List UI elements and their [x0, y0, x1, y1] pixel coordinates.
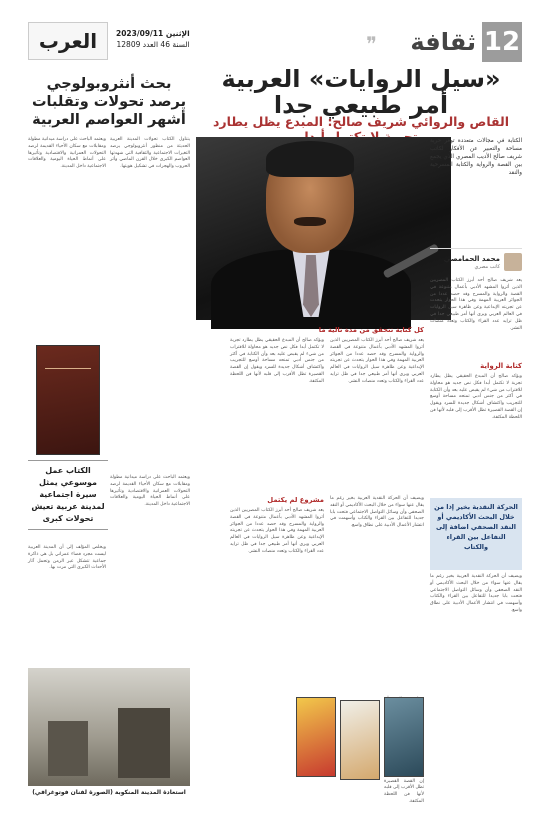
- city-ruins-photo: [28, 668, 190, 786]
- author-byline: [430, 248, 522, 274]
- masthead: [28, 22, 522, 62]
- body-column-right-2: ويؤكد صالح أن المبدع الحقيقي يظل يطارد تجربة لا تكتمل أبدا فكل نص جديد هو محاولة للاقتراب من شيء لم يقبض عليه بعد وأن الكتابة في أكثر من جنس أدبي تمنحه مساحة أوسع للتجريب واكتشاف أشكال جديدة للسرد ويقول إن القصة القصيرة تظل الأقرب إلى قلبه لأنها فن اللحظة المكثفة.: [430, 374, 522, 420]
- author-photo: [196, 137, 451, 320]
- main-subhead: القاص والروائي شريف صالح: المبدع يظل يطارد: [212, 114, 510, 129]
- book-cover-main: [36, 345, 100, 455]
- left-body-column-2: ويعتمد الباحث على دراسة ميدانية مطولة ومقابلات مع سكان الأحياء القديمة لرصد التحولات العمرانية والاقتصادية وتأثيرها على أنماط الحياة اليومية والعلاقات الاجتماعية داخل المدينة.: [28, 137, 106, 170]
- book-cover-1: [296, 697, 336, 777]
- dateline: [116, 28, 190, 50]
- mid-heading-1: كل كتابة تتحقق من مدة تالية ما: [318, 326, 424, 334]
- mid-heading-2: مشروع لم يكتمل: [267, 496, 324, 504]
- section-title: ثقافة: [410, 28, 476, 56]
- book-cover-2: [340, 700, 380, 780]
- date-text: الإثنين 2023/09/11: [116, 29, 190, 38]
- main-headline: «سيل الروايات» العربية أمر طبيعي جدا: [221, 65, 501, 120]
- left-body-column-4: ويعتمد الباحث على دراسة ميدانية مطولة ومقابلات مع سكان الأحياء القديمة لرصد التحولات العمرانية والاقتصادية وتأثيرها على أنماط الحياة اليومية والعلاقات الاجتماعية داخل المدينة.: [110, 475, 190, 508]
- author-role: كاتب مصري: [474, 264, 500, 270]
- pull-quote: الكتاب عمل موسوعي يمثل سيرة اجتماعية لمدينة عربية تعيش تحولات كبرى: [28, 460, 108, 530]
- author-name: محمد الحمامصي: [443, 255, 500, 263]
- body-column-mid-5: إن القصة القصيرة تظل الأقرب إلى قلبه لأنها فن اللحظة المكثفة.: [384, 778, 424, 804]
- photo-caption: استعادة المدينة المنكوبة (الصورة لفنان فوتوغرافي): [32, 789, 186, 796]
- body-column-right-3: ويضيف أن الحركة النقدية العربية بخير رغم ما يقال عنها سواء من خلال البحث الأكاديمي أو النقد الصحفي وأن وسائل التواصل الاجتماعي فتحت بابا جديدا للتفاعل بين القراء والكتاب وأسهمت في انتشار الأعمال الأدبية على نطاق واسع.: [430, 574, 522, 613]
- avatar: [504, 253, 522, 271]
- left-body-column-1: يتناول الكتاب تحولات المدينة العربية الحديثة من منظور أنثروبولوجي يرصد التغيرات الاجتماعية والثقافية التي شهدتها العواصم الكبرى خلال القرن الماضي وأثر الحروب والهجرات في تشكيل هويتها.: [110, 137, 190, 170]
- newspaper-logo: العرب: [28, 22, 108, 60]
- callout-box: الحركة النقدية بخير إذا من خلال البحث الأكاديمي أو النقد الصحفي اضافة إلى التفاعل بين القراء والكتاب: [430, 498, 522, 570]
- issue-text: السنة 46 العدد 12809: [116, 40, 190, 49]
- page-number: 12: [482, 22, 522, 62]
- left-body-column-3: ويخلص المؤلف إلى أن المدينة العربية ليست مجرد فضاء عمراني بل هي ذاكرة جماعية تتشكل عبر الزمن وتحمل آثار الأحداث الكبرى التي مرت بها.: [28, 545, 106, 571]
- body-column-mid-1: يعد شريف صالح أحد أبرز الكتاب المصريين الذين أثروا المشهد الأدبي بأعمال متنوعة في القصة والرواية والمسرح وقد حصد عددا من الجوائز العربية المهمة وفي هذا الحوار يتحدث عن تجربته الإبداعية وعن ظاهرة سيل الروايات في العالم العربي ويرى أنها أمر طبيعي جدا في ظل تزايد عدد القراء والكتاب وتعدد منصات النشر.: [330, 338, 424, 384]
- body-column-mid-2: ويؤكد صالح أن المبدع الحقيقي يظل يطارد تجربة لا تكتمل أبدا فكل نص جديد هو محاولة للاقتراب من شيء لم يقبض عليه بعد وأن الكتابة في أكثر من جنس أدبي تمنحه مساحة أوسع للتجريب واكتشاف أشكال جديدة للسرد ويقول إن القصة القصيرة تظل الأقرب إلى قلبه لأنها فن اللحظة المكثفة.: [230, 338, 324, 384]
- left-story-title: بحث أنثروبولوجي يرصد تحولات وتقلبات أشهر العواصم العربية: [31, 76, 187, 128]
- body-column-mid-3: ويضيف أن الحركة النقدية العربية بخير رغم ما يقال عنها سواء من خلال البحث الأكاديمي أو النقد الصحفي وأن وسائل التواصل الاجتماعي فتحت بابا جديدا للتفاعل بين القراء والكتاب وأسهمت في انتشار الأعمال الأدبية على نطاق واسع.: [330, 496, 424, 529]
- quote-mark-icon: ❞: [366, 32, 377, 56]
- section-heading: كتابة الرواية: [480, 362, 522, 370]
- body-column-right-1: يعد شريف صالح أحد أبرز الكتاب المصريين الذين أثروا المشهد الأدبي بأعمال متنوعة في القصة والرواية والمسرح وقد حصد عددا من الجوائز العربية المهمة وفي هذا الحوار يتحدث عن تجربته الإبداعية وعن ظاهرة سيل الروايات في العالم العربي ويرى أنها أمر طبيعي جدا في ظل تزايد عدد القراء والكتاب وتعدد منصات النشر.: [430, 278, 522, 331]
- body-column-mid-4: يعد شريف صالح أحد أبرز الكتاب المصريين الذين أثروا المشهد الأدبي بأعمال متنوعة في القصة والرواية والمسرح وقد حصد عددا من الجوائز العربية المهمة وفي هذا الحوار يتحدث عن تجربته الإبداعية وعن ظاهرة سيل الروايات في العالم العربي ويرى أنها أمر طبيعي جدا في ظل تزايد عدد القراء والكتاب وتعدد منصات النشر.: [230, 508, 324, 554]
- intro-text: الكتابة في مجالات متعددة توفر حرية مساحة والتعبير عن الأفكار لكاتب شريف صالح الأديب المصري الذي يجمع بين القصة والرواية والكتابة المسرحية والنقد: [430, 138, 522, 176]
